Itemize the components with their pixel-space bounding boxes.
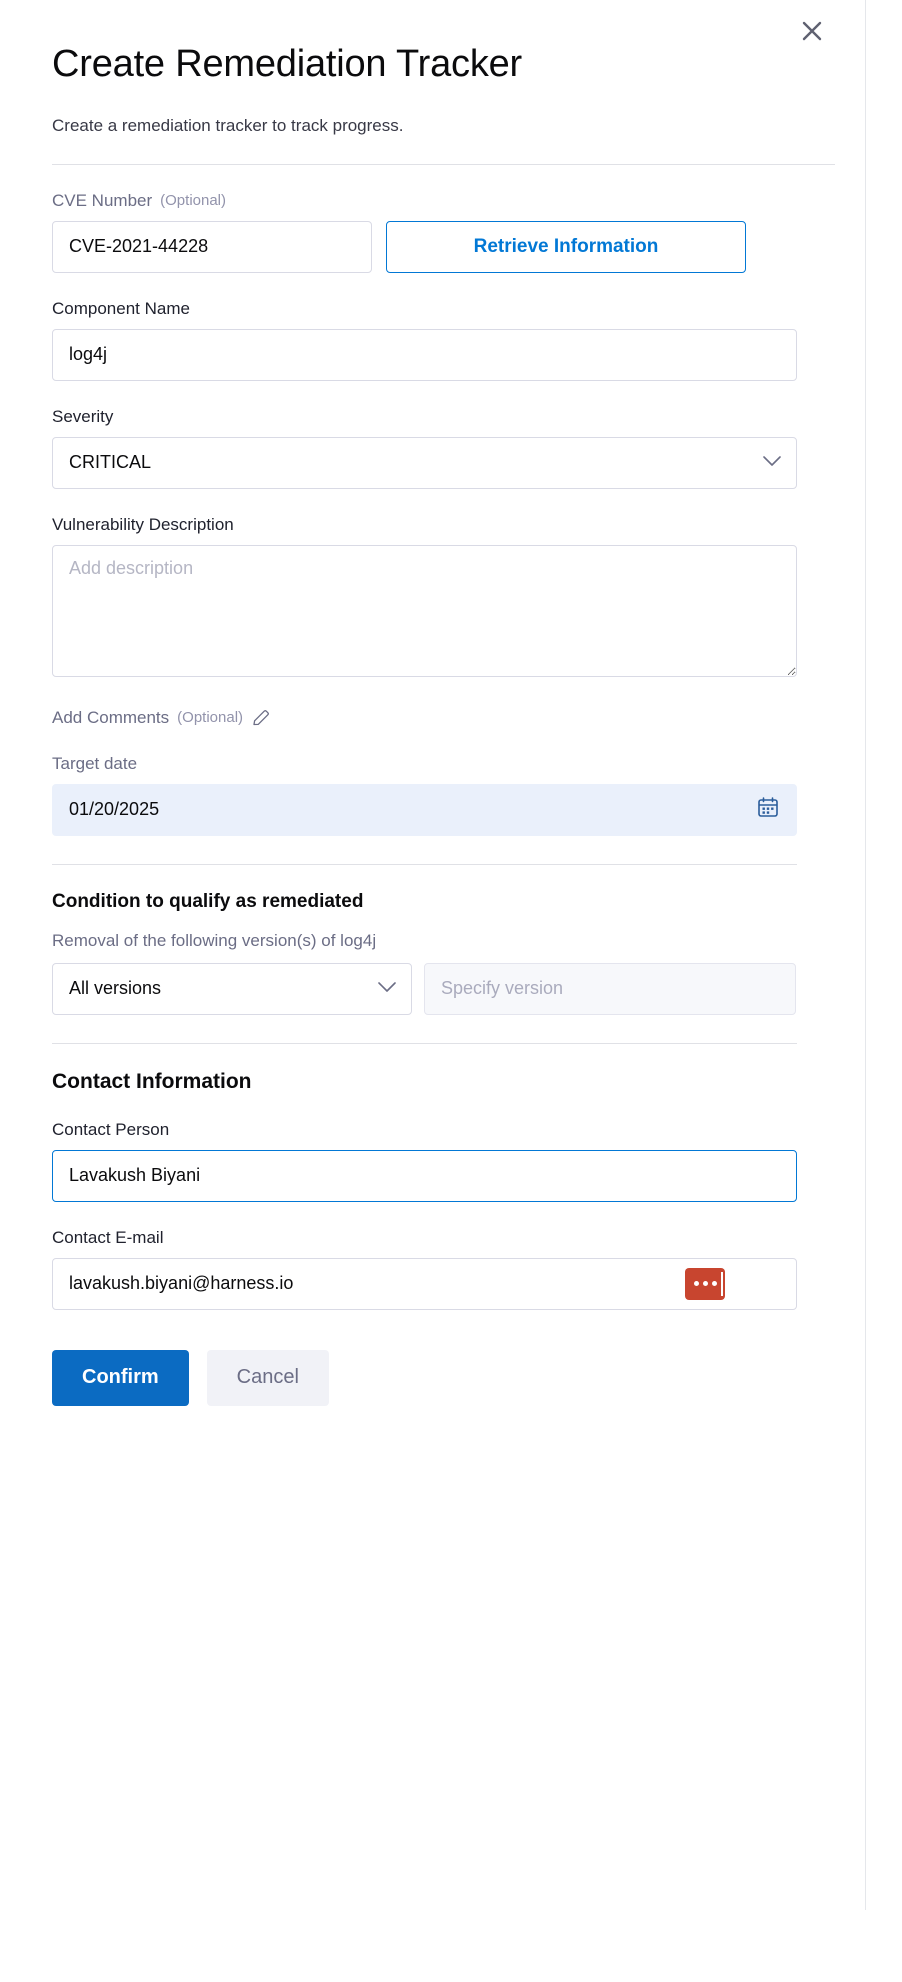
- versions-row: [52, 963, 813, 1015]
- contact-person-field: [52, 1120, 813, 1202]
- severity-field: [52, 407, 813, 489]
- target-date-field: [52, 754, 813, 836]
- condition-section-title: Condition to qualify as remediated: [52, 890, 364, 912]
- contact-email-field: [52, 1228, 813, 1310]
- contact-person-input[interactable]: [52, 1150, 797, 1202]
- vulnerability-description-textarea[interactable]: [52, 545, 797, 677]
- more-options-icon[interactable]: [685, 1268, 725, 1300]
- close-icon[interactable]: [795, 14, 829, 48]
- add-comments-label-text: Add Comments: [52, 707, 170, 727]
- divider-contact: [52, 1043, 797, 1044]
- add-comments-optional-tag: (Optional): [177, 709, 244, 727]
- severity-select[interactable]: CRITICAL: [52, 437, 797, 489]
- component-name-label: Component Name: [52, 298, 190, 318]
- cve-number-optional-tag: (Optional): [160, 192, 226, 210]
- contact-person-label: Contact Person: [52, 1119, 170, 1139]
- confirm-button[interactable]: Confirm: [52, 1350, 189, 1406]
- vulnerability-description-field: [52, 515, 813, 682]
- component-name-field: [52, 299, 813, 381]
- calendar-icon[interactable]: [756, 795, 780, 824]
- page-title: Create Remediation Tracker: [52, 43, 523, 85]
- cve-number-label: [52, 191, 813, 211]
- add-comments-label: [52, 708, 813, 728]
- contact-information-title: Contact Information: [52, 1069, 252, 1093]
- severity-label: Severity: [52, 406, 114, 426]
- cve-number-field: [52, 191, 813, 273]
- pencil-icon[interactable]: [251, 708, 271, 728]
- cve-number-label-text: CVE Number: [52, 190, 153, 210]
- specify-version-input[interactable]: [424, 963, 796, 1015]
- condition-section-subtitle: Removal of the following version(s) of log4j: [52, 930, 377, 950]
- target-date-value: 01/20/2025: [69, 799, 160, 820]
- vulnerability-description-label: Vulnerability Description: [52, 514, 234, 534]
- target-date-input[interactable]: [52, 784, 797, 836]
- add-comments-row: [52, 708, 813, 728]
- target-date-label: Target date: [52, 753, 138, 773]
- retrieve-information-button[interactable]: Retrieve Information: [386, 221, 746, 273]
- divider-condition: [52, 864, 797, 865]
- dialog-subtitle: Create a remediation tracker to track progress.: [52, 115, 404, 135]
- contact-email-label: Contact E-mail: [52, 1227, 164, 1247]
- component-name-input[interactable]: [52, 329, 797, 381]
- cve-number-input[interactable]: [52, 221, 372, 273]
- dialog-actions: [52, 1350, 813, 1476]
- divider: [52, 164, 835, 165]
- versions-select[interactable]: All versions: [52, 963, 412, 1015]
- cancel-button[interactable]: Cancel: [207, 1350, 329, 1406]
